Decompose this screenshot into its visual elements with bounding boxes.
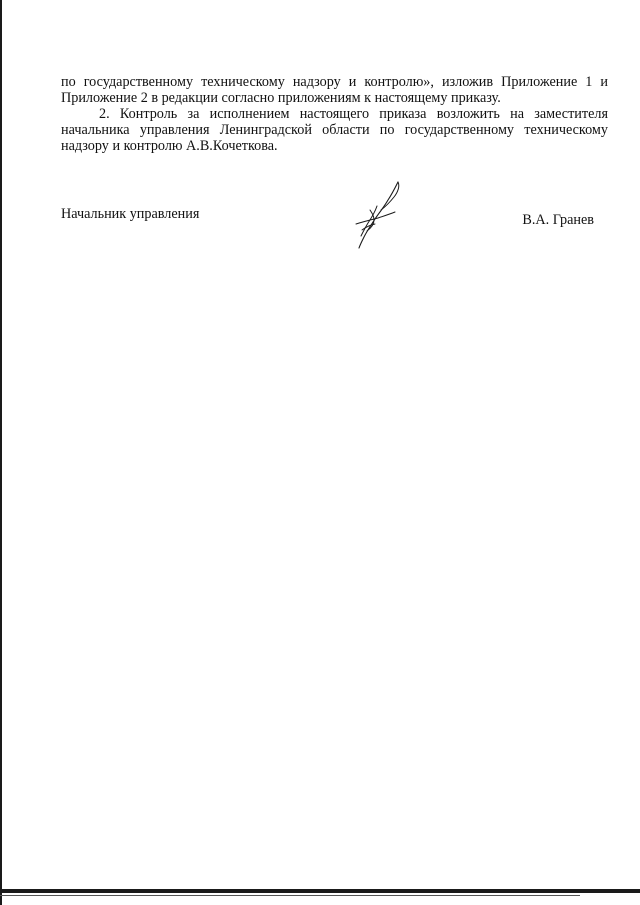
scan-bottom-edge <box>0 889 640 893</box>
signature-block <box>61 206 594 226</box>
scan-bottom-line <box>0 895 580 896</box>
signer-title: Начальник управления <box>61 206 200 222</box>
document-body <box>61 74 608 154</box>
paragraph-item-2: 2. Контроль за исполнением настоящего приказа возложить на заместителя начальника управления Ленинградской области по государственному техническому надзору и контролю А.В.Кочеткова. <box>61 106 608 154</box>
scan-left-edge <box>0 0 2 905</box>
handwritten-signature <box>348 180 408 250</box>
paragraph-continuation: по государственному техническому надзору и контролю», изложив Приложение 1 и Приложение 2 в редакции согласно приложениям к настоящему приказу. <box>61 74 608 106</box>
signer-name: В.А. Гранев <box>522 212 594 228</box>
